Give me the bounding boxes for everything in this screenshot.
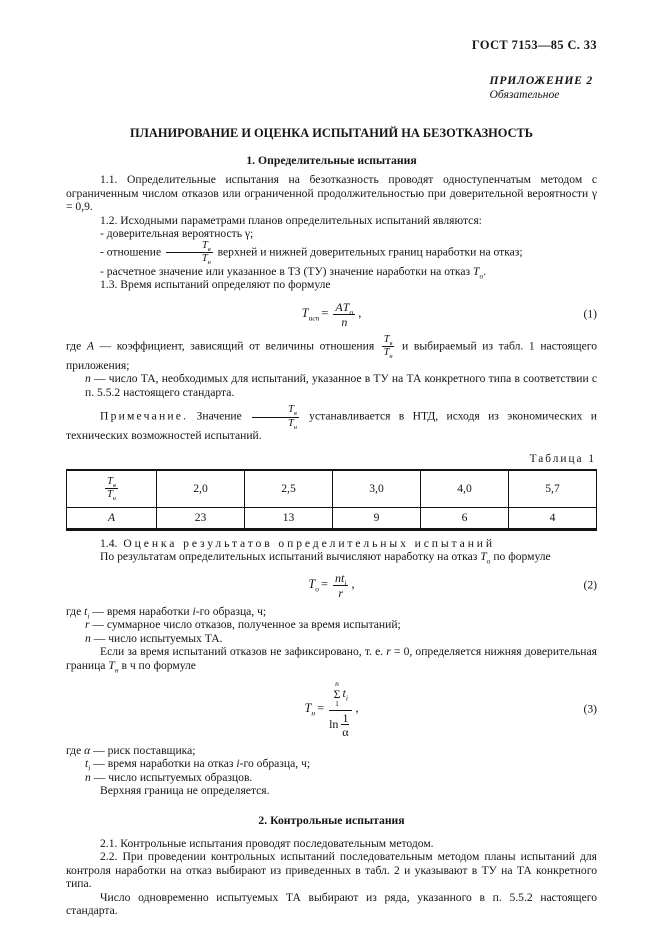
table-row-label: [67, 507, 157, 529]
where-1-n-text: — число ТА, необходимых для испытаний, указанное в ТУ на ТА конкретного типа в соответствии с п. 5.5.2 настоящего стандарта.: [85, 372, 597, 399]
fraction-denominator: [252, 418, 299, 430]
var-A: A: [86, 339, 94, 353]
where-2-ti-text2: -го образца, ч;: [195, 604, 267, 618]
var-T: Т: [288, 404, 294, 415]
fraction-tv-tn: [252, 405, 299, 429]
paragraph-2-1: 2.1. Контрольные испытания проводят последовательным методом.: [100, 836, 434, 850]
fraction-denominator: [333, 586, 348, 599]
list-item-ratio-prefix: - отношение: [100, 245, 162, 259]
section-1-4-number: 1.4.: [100, 536, 118, 550]
sub-i: i: [88, 763, 91, 773]
var-n: n: [85, 770, 91, 784]
var-T: Т: [106, 489, 113, 500]
var-T: Т: [473, 264, 480, 278]
sub-n: н: [207, 259, 211, 267]
where-3-n: [66, 771, 597, 785]
where-1-text: — коэффициент, зависящий от величины отношения: [93, 339, 380, 353]
sub-v: в: [113, 481, 116, 489]
var-T: Т: [342, 299, 350, 314]
sub-o: о: [486, 556, 491, 566]
var-T: Т: [201, 253, 208, 264]
var-T: Т: [480, 550, 487, 563]
section-2-heading: 2. Контрольные испытания: [258, 813, 405, 827]
note-label: Примечание.: [100, 409, 189, 423]
section-1-4-title: Оценка результатов определительных испытаний: [123, 536, 496, 550]
where-3-alpha: [66, 744, 597, 758]
sub-o: о: [349, 306, 354, 316]
sub-i: i: [345, 693, 348, 703]
table-cell: 9: [333, 507, 421, 529]
where-label: где: [66, 339, 87, 353]
table-1: [66, 469, 597, 531]
fraction-denominator: [382, 347, 395, 359]
fraction-denominator: α: [342, 724, 349, 739]
equals-sign: =: [321, 576, 329, 591]
table-1-header-row: [67, 470, 597, 508]
page-header-code: ГОСТ 7153—85 С. 33: [471, 38, 597, 52]
formula-2-body: [308, 570, 355, 600]
where-2-n-text: — число испытуемых ТА.: [90, 631, 223, 645]
if-text-a: Если за время испытаний отказов не зафиксировано, т. е.: [100, 645, 387, 658]
formula-3-body: [304, 679, 359, 739]
annex-title: ПРИЛОЖЕНИЕ 2: [489, 74, 593, 87]
var-n: n: [85, 631, 91, 645]
list-item-rated-prefix: - расчетное значение или указанное в ТЗ (ТУ) значение наработки на отказ: [100, 264, 473, 278]
fraction-numerator: [329, 680, 352, 711]
var-n: n: [335, 570, 342, 585]
var-T: Т: [107, 475, 113, 487]
formula-3-comma: ,: [355, 700, 359, 715]
where-2-ti-text: — время наработки: [89, 604, 193, 618]
var-n: n: [341, 314, 348, 329]
note-text-a: Значение: [188, 409, 251, 423]
where-label: где: [66, 743, 85, 757]
table-cell: 2,0: [157, 470, 245, 508]
var-A: А: [107, 511, 116, 524]
paragraph-1-2: 1.2. Исходными параметрами планов определительных испытаний являются:: [100, 213, 482, 227]
fraction-denominator: [166, 253, 213, 265]
formula-2-comma: ,: [351, 576, 355, 591]
sub-n: н: [112, 495, 117, 503]
fraction-tv-tn: [382, 335, 395, 359]
var-r: r: [338, 585, 344, 600]
table-cell: 6: [421, 507, 509, 529]
list-item-rated-value: [66, 265, 597, 279]
var-i: i: [236, 757, 240, 770]
paragraph-2-2: 2.2. При проведении контрольных испытаний последовательным методом планы испытаний для контроля наработки на отказ выбирают из приведенных в табл. 2 и указывают в ТУ на ТА конкретного типа.: [66, 850, 597, 890]
formula-3-fraction: [329, 680, 352, 738]
where-3-alpha-text: — риск поставщика;: [90, 743, 196, 757]
annex-block: [490, 74, 593, 102]
table-header-ratio: [67, 470, 157, 508]
fraction-numerator: [105, 477, 118, 490]
sub-n: н: [293, 423, 298, 431]
formula-1-body: [301, 299, 362, 329]
sub-v: в: [389, 339, 393, 347]
var-t: t: [84, 604, 88, 618]
paragraph-1-4-a: По результатам определительных испытаний вычисляют наработку на отказ: [100, 550, 481, 563]
paragraph-if-zero-failures: [66, 645, 597, 672]
sub-n: н: [311, 708, 316, 718]
table-1-value-row: [67, 507, 597, 529]
fraction-numerator: [166, 241, 213, 254]
table-cell: 5,7: [509, 470, 597, 508]
fraction-denominator: [329, 711, 352, 738]
var-T: Т: [202, 239, 208, 251]
where-label: где: [66, 604, 85, 618]
var-n: n: [85, 372, 91, 385]
paragraph-upper-bound: Верхняя граница не определяется.: [100, 784, 270, 797]
summation-sign: [334, 680, 341, 709]
table-cell: 23: [157, 507, 245, 529]
list-item-ratio: [66, 241, 597, 265]
sub-v: в: [207, 245, 211, 253]
note-text-b: устанавливается в НТД, исходя из экономических и технических возможностей испытаний.: [66, 409, 597, 442]
var-T: Т: [108, 658, 115, 672]
sub-n: н: [389, 353, 393, 361]
table-1-caption: Таблица 1: [529, 452, 596, 465]
paragraph-1-1: 1.1. Определительные испытания на безотказность проводят одноступенчатым методом с ограниченным числом отказов или ограниченной продолжительностью при доверительной вероятности γ = 0,9.: [66, 173, 597, 213]
table-cell: 4,0: [421, 470, 509, 508]
var-i: i: [192, 604, 196, 618]
formula-1-number: (1): [583, 307, 597, 321]
var-alpha: α: [84, 743, 91, 757]
var-T: Т: [308, 576, 316, 591]
note-paragraph: [66, 405, 597, 443]
where-3-ti-text: — время наработки на отказ: [90, 757, 237, 770]
fraction-denominator: [333, 315, 355, 328]
var-A: A: [335, 299, 343, 314]
where-1-text-post: и выбираемый из табл. 1 настоящего приложения;: [66, 339, 597, 372]
ln-operator: ln: [329, 716, 339, 731]
if-text-b: = 0, определяется нижняя доверительная граница: [66, 645, 597, 672]
annex-subtitle: Обязательное: [489, 88, 560, 101]
section-1-4-heading: [66, 537, 597, 551]
equals-sign: =: [317, 700, 325, 715]
fraction-tv-tn: [105, 477, 118, 501]
paragraph-1-3: 1.3. Время испытаний определяют по формуле: [100, 278, 331, 291]
fraction-numerator: [333, 572, 348, 586]
sub-v: в: [293, 410, 297, 418]
paragraph-1-4: [66, 550, 597, 564]
var-T: Т: [383, 347, 390, 358]
paragraph-1-4-b: по формуле: [490, 550, 551, 563]
where-2-ti: [66, 605, 597, 619]
fraction-one-alpha: [341, 712, 349, 738]
where-2-r: [66, 618, 597, 632]
list-item-confidence: - доверительная вероятность γ;: [100, 227, 254, 240]
table-cell: 4: [509, 507, 597, 529]
table-cell: 13: [245, 507, 333, 529]
fraction-numerator: 1: [342, 710, 349, 725]
formula-1-comma: ,: [358, 305, 362, 320]
var-r: r: [386, 645, 391, 658]
formula-3: [66, 680, 597, 738]
where-3-n-text: — число испытуемых образцов.: [90, 770, 253, 784]
where-2-r-text: — суммарное число отказов, полученное за время испытаний;: [89, 618, 401, 631]
sub-o: о: [479, 270, 484, 280]
formula-1-fraction: [333, 301, 355, 328]
paragraph-2-3: Число одновременно испытуемых ТА выбирают из ряда, указанного в п. 5.5.2 настоящего стандарта.: [66, 890, 597, 917]
var-T: Т: [301, 305, 309, 320]
formula-2-number: (2): [583, 578, 597, 592]
fraction-numerator: [252, 405, 299, 418]
formula-2-fraction: [333, 572, 348, 599]
var-T: Т: [304, 700, 312, 715]
sub-o: о: [315, 584, 320, 594]
formula-2: [66, 572, 597, 599]
table-cell: 2,5: [245, 470, 333, 508]
where-2-n: [66, 632, 597, 646]
var-T: Т: [383, 333, 390, 345]
sum-upper-limit: n: [335, 679, 339, 688]
where-1-n: [66, 372, 597, 399]
sub-i: i: [87, 610, 90, 620]
if-text-c: в ч по формуле: [118, 658, 196, 672]
fraction-numerator: [333, 301, 355, 315]
var-t: t: [85, 757, 89, 770]
fraction-tv-tn: [166, 241, 213, 265]
where-3-ti: [66, 757, 597, 771]
sum-lower-limit: 1: [335, 699, 339, 709]
sub-i: i: [344, 577, 347, 587]
formula-1: [66, 301, 597, 328]
list-item-rated-end: .: [483, 264, 487, 278]
equals-sign: =: [321, 305, 329, 320]
var-r: r: [85, 618, 90, 631]
where-3-ti-text2: -го образца, ч;: [239, 757, 311, 770]
var-t: t: [341, 570, 345, 585]
sub-n: н: [114, 664, 119, 674]
table-cell: 3,0: [333, 470, 421, 508]
document-title: ПЛАНИРОВАНИЕ И ОЦЕНКА ИСПЫТАНИЙ НА БЕЗОТКАЗНОСТЬ: [130, 126, 533, 140]
fraction-denominator: [105, 489, 118, 501]
section-1-heading: 1. Определительные испытания: [246, 154, 417, 167]
sigma-icon: Σ: [333, 687, 341, 702]
sub-isp: исп: [308, 313, 320, 323]
fraction-numerator: [382, 335, 395, 348]
where-1-coefficient: [66, 335, 597, 373]
var-T: Т: [287, 417, 294, 429]
list-item-ratio-suffix: верхней и нижней доверительных границ наработки на отказ;: [217, 245, 523, 259]
var-t: t: [342, 686, 346, 700]
formula-3-number: (3): [583, 702, 597, 716]
